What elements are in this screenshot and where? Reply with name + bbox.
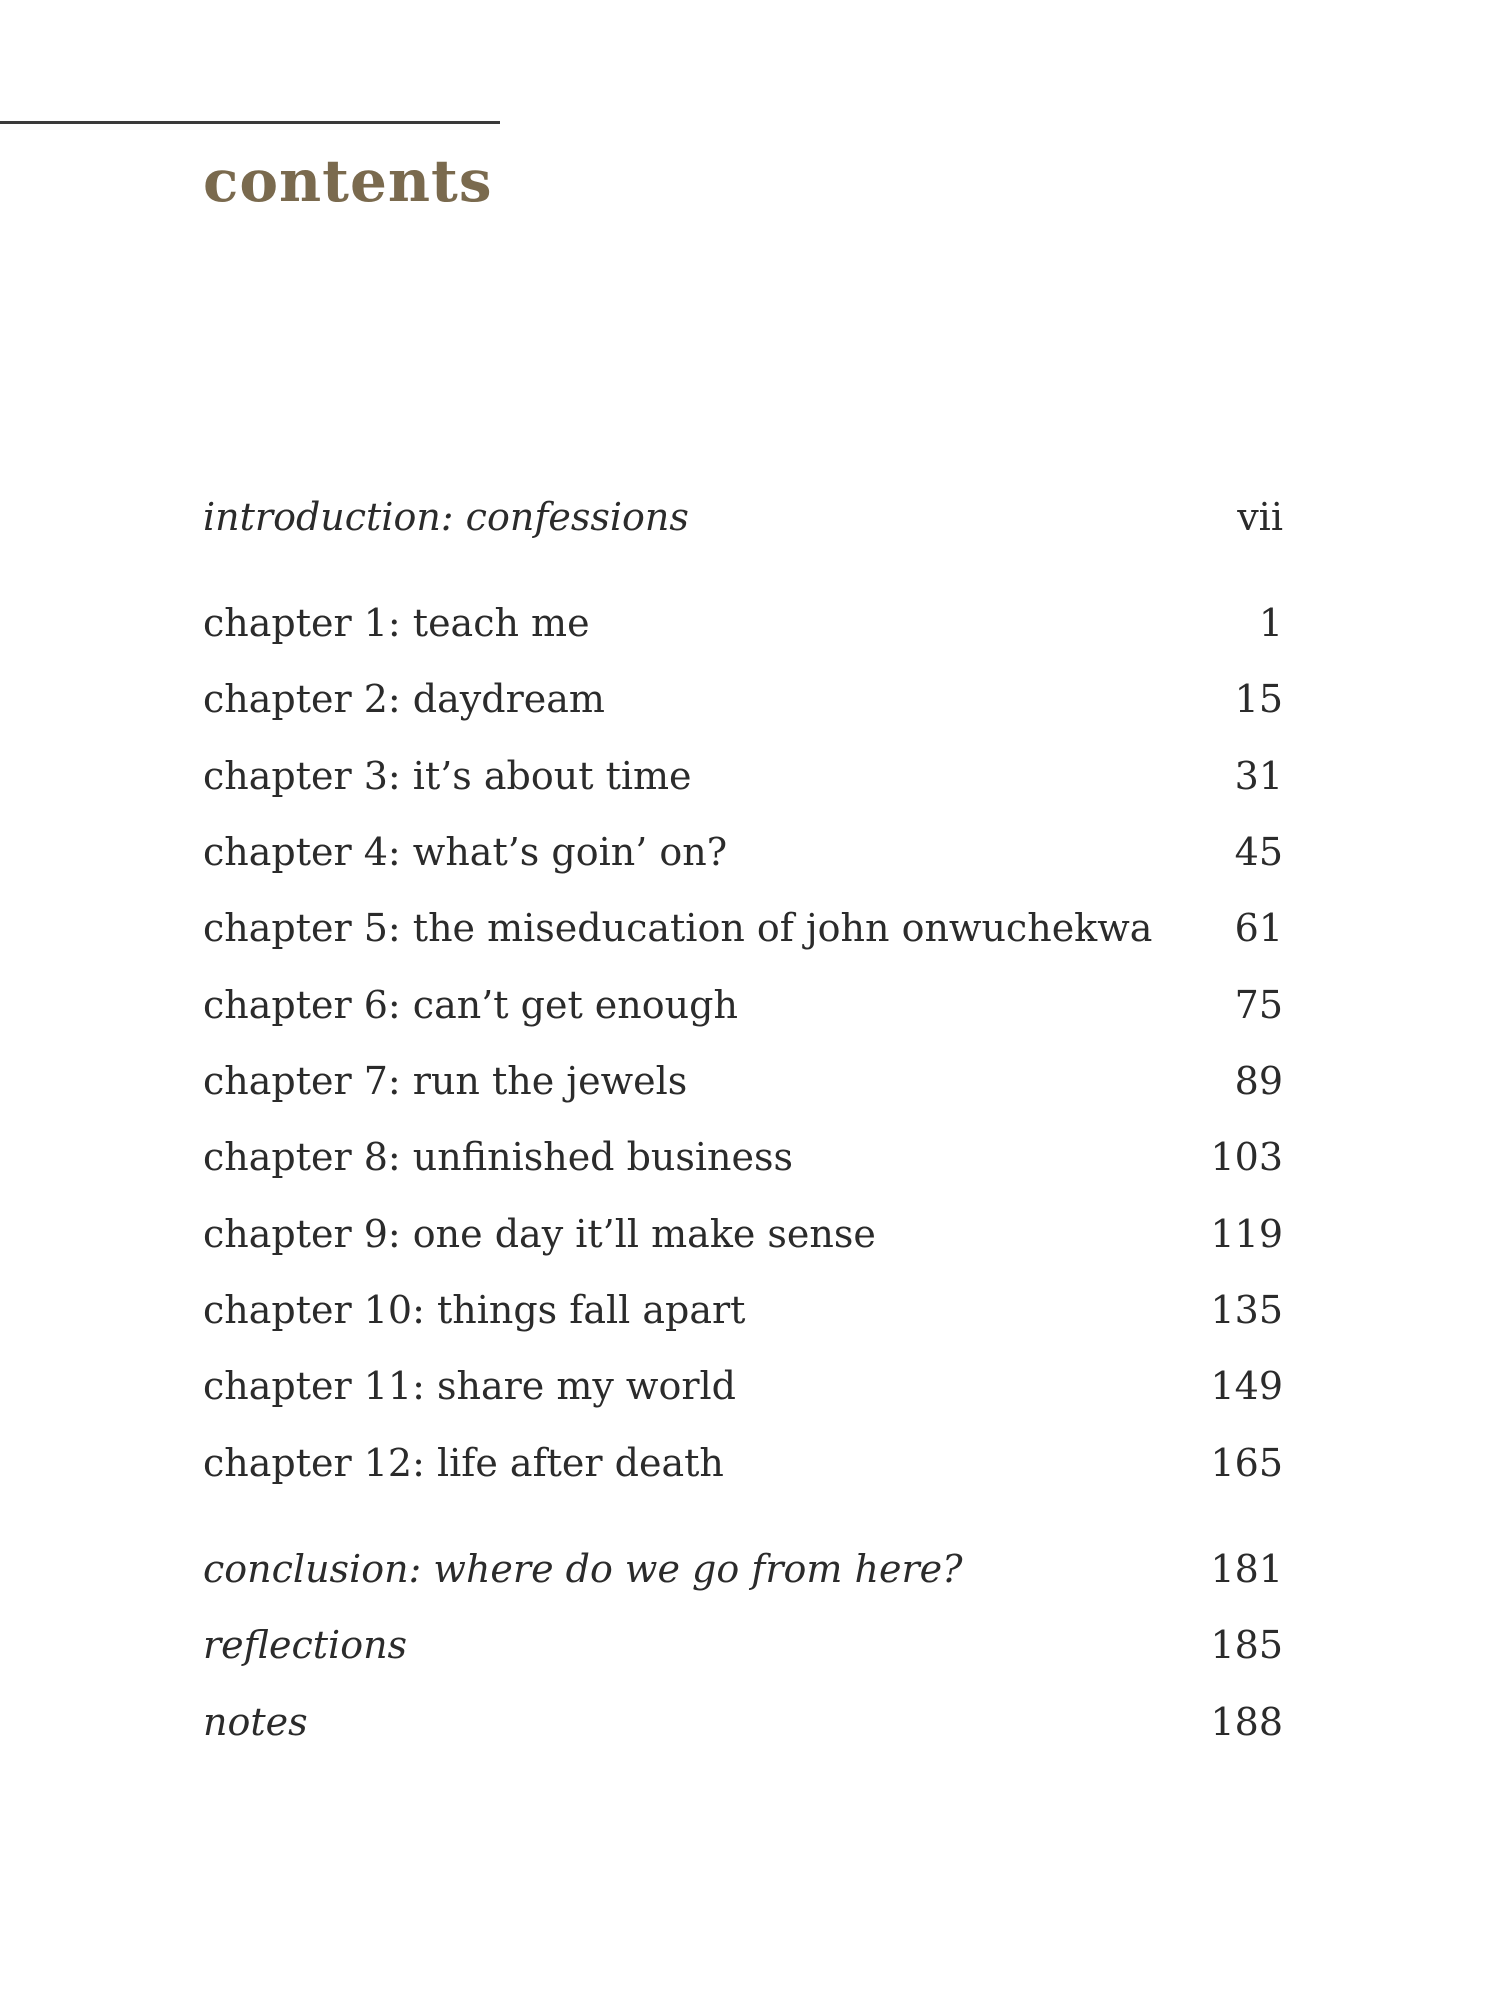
toc-entry-title: chapter 12: life after death bbox=[203, 1441, 724, 1485]
toc-entry-page: 119 bbox=[1210, 1212, 1283, 1256]
toc-entry-title: chapter 4: what’s goin’ on? bbox=[203, 830, 728, 874]
toc-entry-page: 135 bbox=[1210, 1288, 1283, 1332]
toc-entry-page: 89 bbox=[1234, 1059, 1283, 1103]
toc-entry-page: 15 bbox=[1234, 677, 1283, 721]
toc-entry-title: chapter 11: share my world bbox=[203, 1364, 736, 1408]
toc-entry-page: vii bbox=[1237, 495, 1283, 539]
toc-entry-page: 188 bbox=[1210, 1700, 1283, 1744]
toc-entry-title: reflections bbox=[203, 1623, 408, 1667]
toc-entry-chapter-3[interactable] bbox=[203, 746, 1283, 806]
toc-entry-title: chapter 5: the miseducation of john onwuchekwa bbox=[203, 906, 1153, 950]
toc-entry-title: notes bbox=[203, 1700, 308, 1744]
toc-entry-title: conclusion: where do we go from here? bbox=[203, 1547, 963, 1591]
toc-entry-title: chapter 8: unfinished business bbox=[203, 1135, 794, 1179]
toc-entry-title: chapter 2: daydream bbox=[203, 677, 605, 721]
toc-entry-reflections[interactable] bbox=[203, 1615, 1283, 1675]
toc-entry-chapter-4[interactable] bbox=[203, 822, 1283, 882]
toc-entry-chapter-6[interactable] bbox=[203, 975, 1283, 1035]
toc-entry-chapter-2[interactable] bbox=[203, 669, 1283, 729]
toc-entry-chapter-11[interactable] bbox=[203, 1356, 1283, 1416]
top-rule bbox=[0, 121, 500, 124]
toc-entry-title: chapter 7: run the jewels bbox=[203, 1059, 688, 1103]
toc-entry-page: 165 bbox=[1210, 1441, 1283, 1485]
toc-entry-title: chapter 6: can’t get enough bbox=[203, 983, 738, 1027]
toc-entry-page: 75 bbox=[1234, 983, 1283, 1027]
toc-entry-introduction[interactable] bbox=[203, 487, 1283, 547]
toc-entry-title: chapter 1: teach me bbox=[203, 601, 590, 645]
toc-entry-conclusion[interactable] bbox=[203, 1539, 1283, 1599]
toc-entry-page: 31 bbox=[1234, 754, 1283, 798]
toc-entry-chapter-10[interactable] bbox=[203, 1280, 1283, 1340]
toc-entry-chapter-7[interactable] bbox=[203, 1051, 1283, 1111]
toc-entry-page: 149 bbox=[1210, 1364, 1283, 1408]
toc-entry-title: chapter 3: it’s about time bbox=[203, 754, 692, 798]
toc-entry-title: introduction: confessions bbox=[203, 495, 689, 539]
toc-entry-title: chapter 9: one day it’ll make sense bbox=[203, 1212, 876, 1256]
toc-entry-page: 61 bbox=[1234, 906, 1283, 950]
toc-entry-chapter-5[interactable] bbox=[203, 898, 1283, 958]
toc-entry-page: 181 bbox=[1210, 1547, 1283, 1591]
toc-entry-page: 103 bbox=[1210, 1135, 1283, 1179]
toc-entry-title: chapter 10: things fall apart bbox=[203, 1288, 746, 1332]
toc-entry-page: 1 bbox=[1258, 601, 1283, 645]
toc-entry-chapter-1[interactable] bbox=[203, 593, 1283, 653]
page-title: contents bbox=[203, 147, 493, 215]
toc-entry-chapter-8[interactable] bbox=[203, 1127, 1283, 1187]
toc-entry-page: 185 bbox=[1210, 1623, 1283, 1667]
toc-entry-notes[interactable] bbox=[203, 1692, 1283, 1752]
toc-entry-chapter-9[interactable] bbox=[203, 1204, 1283, 1264]
toc-entry-chapter-12[interactable] bbox=[203, 1433, 1283, 1493]
toc-entry-page: 45 bbox=[1234, 830, 1283, 874]
